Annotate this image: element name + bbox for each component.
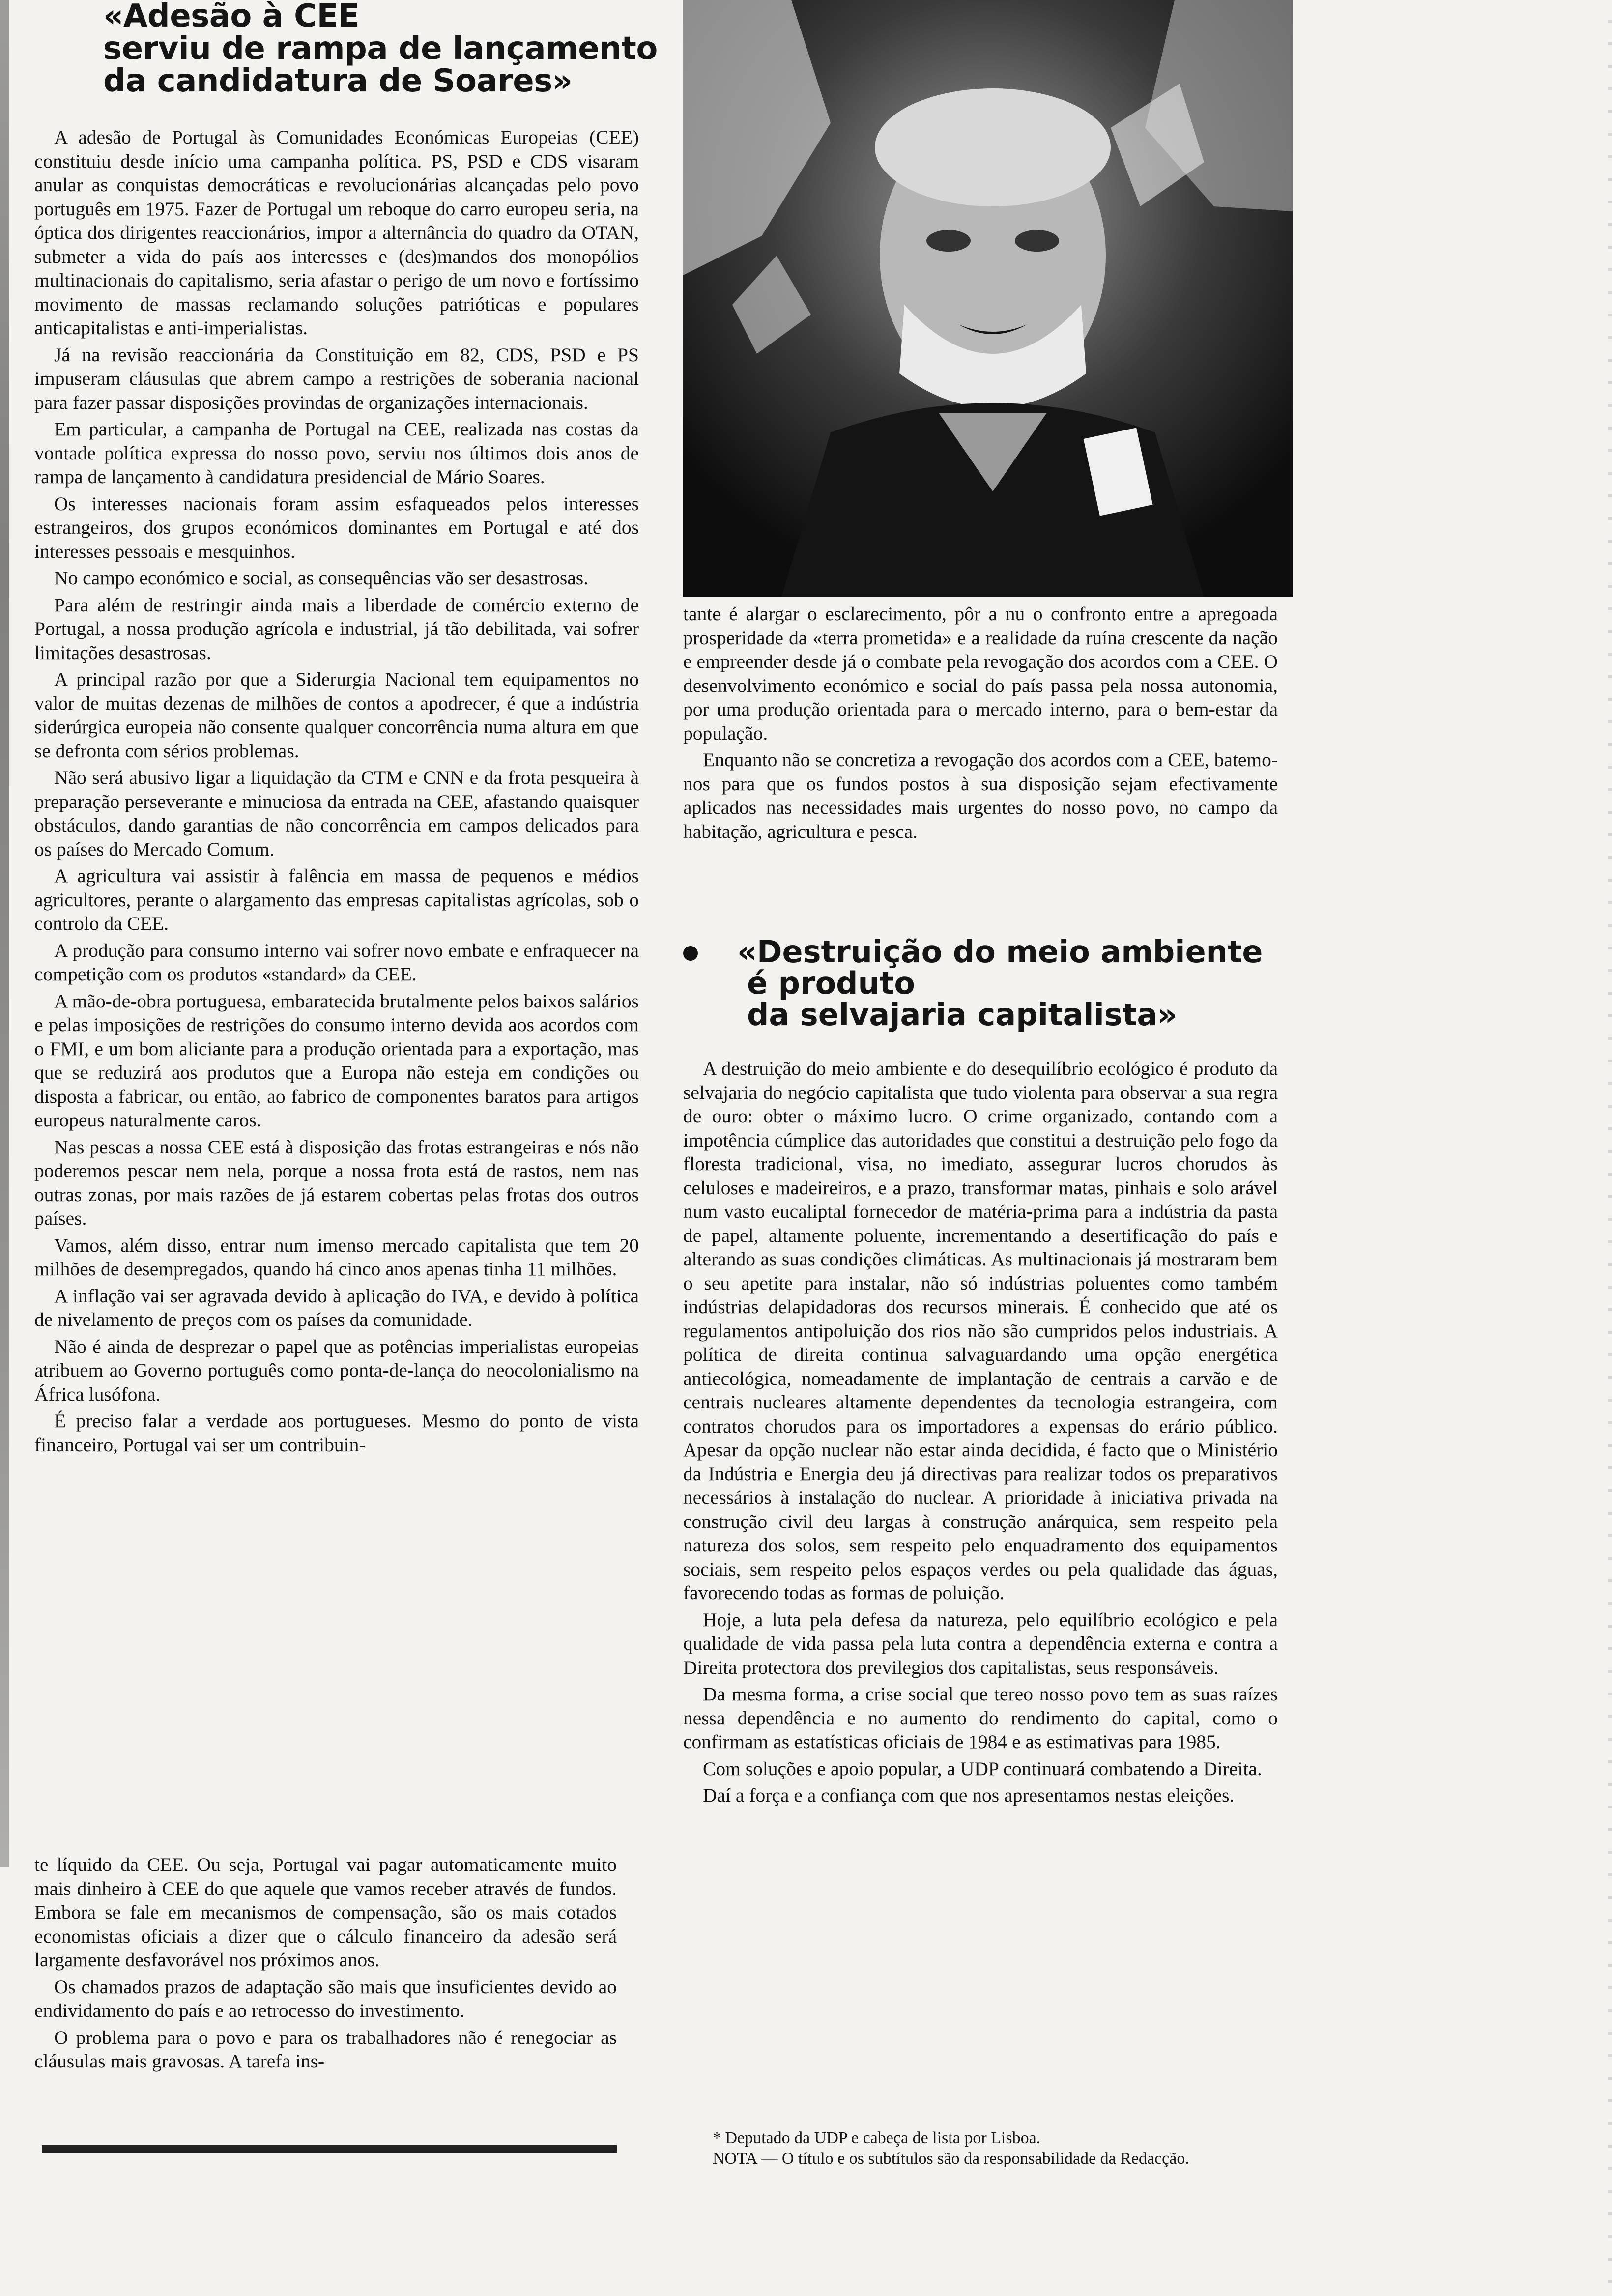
paragraph: No campo económico e social, as consequências vão ser desastrosas.: [54, 567, 588, 589]
subtitle-line-2: é produto: [747, 965, 915, 1001]
paragraph: Em particular, a campanha de Portugal na CEE, realizada nas costas da vontade política expressa do nosso povo, serviu nos últimos dois anos de rampa de lançamento à candidatura presidencial de Mário Soares.: [34, 418, 639, 488]
headline-line-3: da candidatura de Soares»: [103, 63, 573, 99]
paragraph: te líquido da CEE. Ou seja, Portugal vai pagar automaticamente muito mais dinheiro à CEE do que aquele que vamos receber através de fundos. Embora se fale em mecanismos de compensação, são os mais cotados economistas oficiais a dizer que o cálculo financeiro da adesão será largamente desfavorável nos próximos anos.: [34, 1854, 617, 1971]
paragraph: É preciso falar a verdade aos portugueses. Mesmo do ponto de vista financeiro, Portugal vai ser um contribuin-: [34, 1410, 639, 1456]
paragraph: A inflação vai ser agravada devido à aplicação do IVA, e devido à política de nivelamento de preços com os países da comunidade.: [34, 1285, 639, 1330]
paragraph: Os interesses nacionais foram assim esfaqueados pelos interesses estrangeiros, dos grupos económicos dominantes em Portugal e até dos interesses pessoais e mesquinhos.: [34, 492, 639, 562]
paragraph: Com soluções e apoio popular, a UDP continuará combatendo a Direita.: [703, 1757, 1262, 1779]
paragraph: O problema para o povo e para os trabalhadores não é renegociar as cláusulas mais gravosas. A tarefa ins-: [34, 2026, 617, 2072]
article-footnotes: [713, 2128, 1283, 2169]
paragraph: A produção para consumo interno vai sofrer novo embate e enfraquecer na competição com os produtos «standard» da CEE.: [34, 939, 639, 985]
paragraph: tante é alargar o esclarecimento, pôr a nu o confronto entre a apregoada prosperidade da «terra prometida» e a realidade da ruína crescente da nação e empreender desde já o combate pela revogação dos acordos com a CEE. O desenvolvimento económico e social do país passa pela nossa autonomia, por uma produção orientada para o mercado interno, para o bem-estar da população.: [683, 603, 1278, 744]
paragraph: A principal razão por que a Siderurgia Nacional tem equipamentos no valor de muitas dezenas de milhões de contos a apodrecer, é que a indústria siderúrgica europeia não consente qualquer concorrência numa altura em que se defronta com sérios problemas.: [34, 668, 639, 762]
paragraph: Daí a força e a confiança com que nos apresentamos nestas eleições.: [703, 1784, 1235, 1806]
paragraph: Vamos, além disso, entrar num imenso mercado capitalista que tem 20 milhões de desempregados, quando há cinco anos apenas tinha 11 milhões.: [34, 1234, 639, 1280]
paragraph: Nas pescas a nossa CEE está à disposição das frotas estrangeiras e nós não poderemos pescar nem nela, porque a nossa frota está de rastos, nem nas outras zonas, por mais razões de já estarem cobertas pelas frotas dos outros países.: [34, 1136, 639, 1229]
portrait-photo-icon: [683, 0, 1293, 597]
paragraph: Não é ainda de desprezar o papel que as potências imperialistas europeias atribuem ao Governo português como ponta-de-lança do neocolonialismo na África lusófona.: [34, 1335, 639, 1405]
article-column-1b: [34, 1853, 617, 2076]
scan-edge-speckle: [1608, 0, 1612, 2296]
paragraph: Os chamados prazos de adaptação são mais que insuficientes devido ao endividamento do país e ao retrocesso do investimento.: [34, 1976, 617, 2021]
paragraph: Hoje, a luta pela defesa da natureza, pelo equilíbrio ecológico e pela qualidade de vida passa pela luta contra a dependência externa e contra a Direita protectora dos previlegios dos capitalistas, seus responsáveis.: [683, 1608, 1278, 1678]
paragraph: Já na revisão reaccionária da Constituição em 82, CDS, PSD e PS impuseram cláusulas que abrem campo a restrições de soberania nacional para fazer passar disposições provindas de organizações internacionais.: [34, 344, 639, 413]
article-column-1: [34, 125, 639, 1460]
headline-line-2: serviu de rampa de lançamento: [103, 30, 658, 67]
paragraph: Para além de restringir ainda mais a liberdade de comércio externo de Portugal, a nossa produção agrícola e industrial, já tão debilitada, vai sofrer limitações desastrosas.: [34, 594, 639, 663]
subtitle-line-1: «Destruição do meio ambiente: [737, 934, 1263, 970]
column-rule: [42, 2145, 617, 2153]
footnote-note: NOTA — O título e os subtítulos são da responsabilidade da Redacção.: [713, 2150, 1189, 2168]
bullet-icon: [683, 946, 698, 961]
article-column-3: [683, 1057, 1278, 1810]
paragraph: Enquanto não se concretiza a revogação dos acordos com a CEE, batemo-nos para que os fundos postos à sua disposição sejam efectivamente aplicados nas necessidades mais urgentes do nosso povo, no campo da habitação, agricultura e pesca.: [683, 749, 1278, 842]
paragraph: Da mesma forma, a crise social que tereo nosso povo tem as suas raízes nessa dependência e no aumento do rendimento do capital, como o confirmam as estatísticas oficiais de 1984 e as estimativas para 1985.: [683, 1683, 1278, 1752]
article-headline: [103, 0, 693, 97]
paragraph: A adesão de Portugal às Comunidades Económicas Europeias (CEE) constituiu desde início uma campanha política. PS, PSD e CDS visaram anular as conquistas democráticas e revolucionárias alcançadas pelo povo português em 1975. Fazer de Portugal um reboque do carro europeu seria, na óptica dos dirigentes reaccionários, impor a alternância do quadro da OTAN, submeter a vida do país aos interesses e (des)mandos dos monopólios multinacionais do capitalismo, seria afastar o perigo de um novo e fortíssimo movimento de massas reclamando soluções patrióticas e populares anticapitalistas e anti-imperialistas.: [34, 126, 639, 339]
paragraph: Não será abusivo ligar a liquidação da CTM e CNN e da frota pesqueira à preparação perseverante e minuciosa da entrada na CEE, afastando quaisquer obstáculos, dando garantias de não concorrência em campos delicados para os países do Mercado Comum.: [34, 767, 639, 860]
scan-edge-mark: [0, 0, 9, 1867]
paragraph: A destruição do meio ambiente e do desequilíbrio ecológico é produto da selvajaria do negócio capitalista que tudo violenta para observar a sua regra de ouro: obter o máximo lucro. O crime organizado, contando com a impotência cúmplice das autoridades que constitui a destruição pelo fogo da floresta tradicional, visa, no imediato, assegurar lucros chorudos às celuloses e madeireiros, e a prazo, transformar matas, pinhais e solo arável num vasto eucaliptal fornecedor de matéria-prima para a indústria da pasta de papel, altamente poluente, incrementando a desertificação do país e alterando as suas condições climáticas. As multinacionais já mostraram bem o seu apetite para instalar, não só indústrias poluentes como também indústrias delapidadoras dos recursos minerais. É conhecido que até os regulamentos antipoluição dos rios não são cumpridos pelos industriais. A política de direita continua salvaguardando uma opção energética antiecológica, nomeadamente de implantação de centrais a carvão e de centrais nucleares altamente dependentes da tecnologia estrangeira, com contratos chorudos para os importadores a expensas do erário público. Apesar da opção nuclear não estar ainda decidida, é facto que o Ministério da Indústria e Energia deu já directivas para realizar todos os preparativos necessários à instalação do nuclear. A prioridade à iniciativa privada na construção civil deu largas à construção anárquica, sem respeito pela natureza dos solos, sem respeito pelo enquadramento dos equipamentos sociais, sem respeito pelos espaços verdes ou pela qualidade das águas, favorecendo todas as formas de poluição.: [683, 1058, 1278, 1604]
subtitle-line-3: da selvajaria capitalista»: [747, 997, 1178, 1033]
paragraph: A agricultura vai assistir à falência em massa de pequenos e médios agricultores, perante o alargamento das empresas capitalistas agrícolas, sob o controlo da CEE.: [34, 865, 639, 934]
portrait-photo: [683, 0, 1293, 597]
article-subtitle: [737, 936, 1327, 1031]
headline-line-1: «Adesão à CEE: [103, 0, 359, 34]
footnote-author: * Deputado da UDP e cabeça de lista por Lisboa.: [713, 2129, 1041, 2147]
paragraph: A mão-de-obra portuguesa, embaratecida brutalmente pelos baixos salários e pelas imposições de restrições do consumo interno devida aos acordos com o FMI, e um bom aliciante para a produção orientada para a exportação, mas que se reduzirá aos produtos que a Europa não esteja em condições ou disposta a fabricar, ou então, ao fabrico de componentes baratos para artigos europeus naturalmente caros.: [34, 990, 639, 1131]
article-column-2: [683, 602, 1278, 846]
